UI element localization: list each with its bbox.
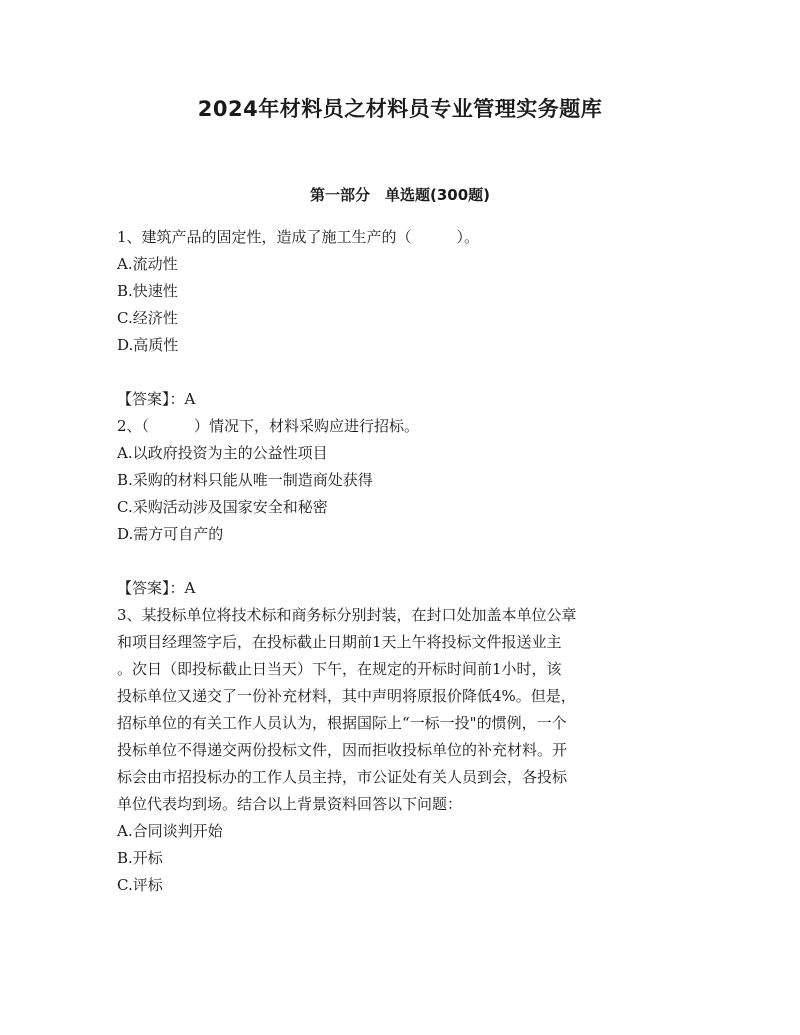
document-title: 2024年材料员之材料员专业管理实务题库 [197,97,603,121]
option-a: A.流动性 [117,255,178,273]
option-b: B.快速性 [117,282,178,300]
question-stem-line: 标会由市招投标办的工作人员主持，市公证处有关人员到会，各投标 [117,768,568,786]
option-a: A.合同谈判开始 [117,822,223,840]
question-list [117,224,692,899]
answer: 【答案】：A [117,579,196,597]
question-stem: 2、（ ）情况下，材料采购应进行招标。 [117,417,420,435]
option-d: D.需方可自产的 [117,525,224,543]
question-1 [117,224,692,413]
question-stem-line: 单位代表均到场。结合以上背景资料回答以下问题： [117,795,463,813]
option-a: A.以政府投资为主的公益性项目 [117,444,328,462]
question-stem-line: 投标单位又递交了一份补充材料，其中声明将原报价降低4%。但是， [117,687,576,705]
question-stem-line: 投标单位不得递交两份投标文件，因而拒收投标单位的补充材料。开 [117,741,568,759]
question-stem: 1、建筑产品的固定性，造成了施工生产的（ ）。 [117,228,480,246]
section-title: 第一部分 单选题(300题) [309,186,491,204]
option-c: C.经济性 [117,309,178,327]
question-stem-line: 和项目经理签字后，在投标截止日期前1天上午将投标文件报送业主 [117,633,562,651]
option-c: C.评标 [117,876,163,894]
question-stem-line: 招标单位的有关工作人员认为，根据国际上“一标一投"的惯例，一个 [117,714,567,732]
option-d: D.高质性 [117,336,179,354]
question-stem-line: 3、某投标单位将技术标和商务标分别封装，在封口处加盖本单位公章 [117,606,577,624]
option-c: C.采购活动涉及国家安全和秘密 [117,498,328,516]
answer: 【答案】：A [117,390,196,408]
question-stem-line: 。次日（即投标截止日当天）下午，在规定的开标时间前1小时，该 [117,660,562,678]
option-b: B.采购的材料只能从唯一制造商处获得 [117,471,373,489]
question-2 [117,413,692,602]
option-b: B.开标 [117,849,163,867]
question-3 [117,602,692,899]
